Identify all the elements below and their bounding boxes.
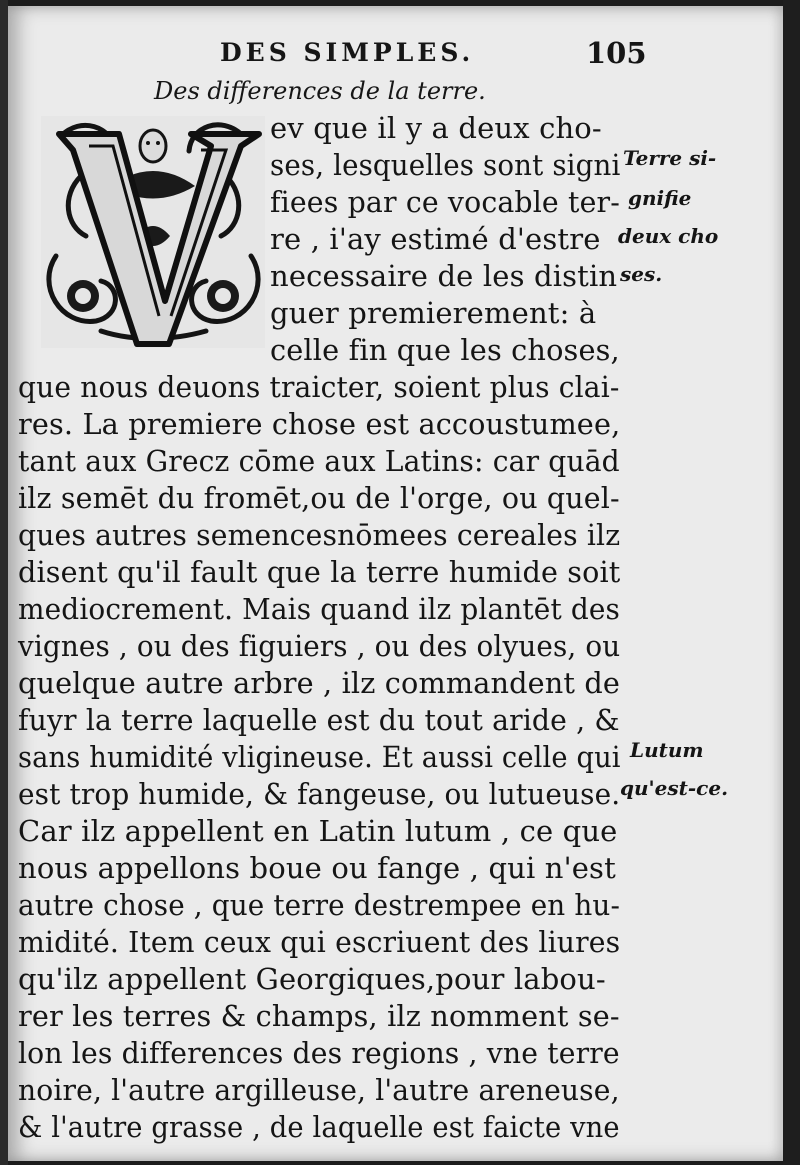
text-line: tant aux Grecz cōme aux Latins: car quād [18, 444, 620, 478]
text-line: qu'ilz appellent Georgiques,pour labou- [18, 962, 606, 996]
text-line: Car ilz appellent en Latin lutum , ce que [18, 814, 618, 848]
text-line: guer premierement: à [270, 296, 597, 330]
text-line: midité. Item ceux qui escriuent des liures [18, 925, 621, 959]
book-page [8, 6, 783, 1161]
margin-note: deux cho [618, 224, 719, 248]
text-line: lon les differences des regions , vne terre [18, 1036, 620, 1070]
text-line: rer les terres & champs, ilz nomment se- [18, 999, 620, 1033]
margin-note: gnifie [628, 186, 692, 210]
text-line: quelque autre arbre , ilz commandent de [18, 666, 621, 700]
margin-note: qu'est-ce. [620, 776, 729, 800]
text-line: est trop humide, & fangeuse, ou lutueuse. [18, 777, 621, 811]
text-line: noire, l'autre argilleuse, l'autre areneuse, [18, 1073, 620, 1107]
margin-note: Lutum [630, 738, 704, 762]
book-edge-shadow [783, 0, 800, 1165]
text-line: ses, lesquelles sont signi [270, 148, 621, 182]
decorated-initial-v [41, 116, 265, 348]
chapter-title: Des differences de la terre. [154, 77, 486, 105]
margin-note: ses. [620, 262, 663, 286]
text-line: res. La premiere chose est accoustumee, [18, 407, 621, 441]
text-line: fiees par ce vocable ter- [270, 185, 620, 219]
text-line: sans humidité vligineuse. Et aussi celle qui [18, 740, 621, 774]
text-line: re , i'ay estimé d'estre [270, 222, 601, 256]
text-line: ques autres semencesnōmees cereales ilz [18, 518, 621, 552]
margin-note: Terre si- [623, 146, 717, 170]
text-line: & l'autre grasse , de laquelle est faicte vne [18, 1110, 620, 1144]
book-gutter-shadow [0, 0, 8, 1165]
text-line: que nous deuons traicter, soient plus clai- [18, 370, 620, 404]
text-line: vignes , ou des figuiers , ou des olyues, ou [18, 629, 621, 663]
text-line: ilz semēt du fromēt,ou de l'orge, ou quel- [18, 481, 620, 515]
text-line: fuyr la terre laquelle est du tout aride , & [18, 703, 620, 737]
text-line: ev que il y a deux cho- [270, 111, 602, 145]
text-line: mediocrement. Mais quand ilz plantēt des [18, 592, 621, 626]
page-number: 105 [586, 36, 647, 70]
text-line: necessaire de les distin [270, 259, 618, 293]
running-head: DES SIMPLES. [220, 38, 475, 67]
text-line: nous appellons boue ou fange , qui n'est [18, 851, 616, 885]
text-line: autre chose , que terre destrempee en hu- [18, 888, 621, 922]
text-line: celle fin que les choses, [270, 333, 620, 367]
text-line: disent qu'il fault que la terre humide soit [18, 555, 621, 589]
